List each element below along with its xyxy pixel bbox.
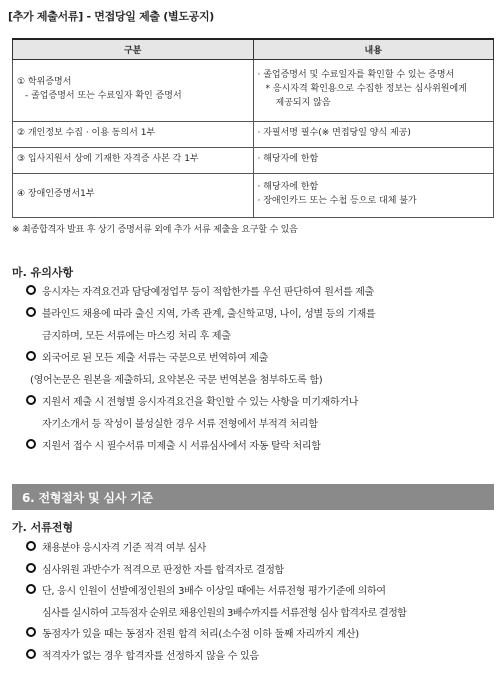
circle-bullet-icon [26, 627, 36, 637]
list-item: 단, 응시 인원이 선발예정인원의 3배수 이상일 때에는 서류전형 평가기준에 의하여 [26, 581, 496, 603]
row-label: ② 개인정보 수집 · 이용 동의서 1부 [17, 128, 156, 139]
list-item: 심사위원 과반수가 적격으로 판정한 자를 합격자로 결정함 [26, 560, 496, 582]
row-detail: 제공되지 않음 [275, 97, 331, 108]
circle-bullet-icon [26, 541, 36, 551]
list-item: 외국어로 된 모든 제출 서류는 국문으로 번역하여 제출 [26, 348, 496, 370]
table-cell-category [13, 173, 254, 217]
list-item: 지원서 접수 시 필수서류 미제출 시 서류심사에서 자동 탈락 처리함 [26, 436, 496, 458]
list-item: 채용분야 응시자격 기준 적격 여부 심사 [26, 538, 496, 560]
table-cell-content [253, 59, 494, 121]
table-row [13, 121, 494, 147]
table-row [13, 59, 494, 121]
table-row [13, 173, 494, 217]
circle-bullet-icon [26, 584, 36, 594]
list-item-continuation: 심사를 실시하여 고득점자 순위로 채용인원의 3배수까지를 서류전형 심사 합격자로 결정함 [42, 607, 407, 619]
section-banner [12, 484, 494, 510]
list-item-parenthetical: (영어논문은 원본을 제출하되, 요약본은 국문 번역본을 첨부하도록 함) [30, 375, 323, 386]
circle-bullet-icon [26, 395, 36, 405]
circle-bullet-icon [26, 563, 36, 573]
additional-docs-table [12, 38, 494, 218]
row-detail: · 해당자에 한함 [257, 182, 319, 193]
list-item-continuation: 금지하며, 모든 서류에는 마스킹 처리 후 제출 [42, 331, 231, 342]
notes-title: 마. 유의사항 [12, 266, 74, 279]
row-detail: · 해당자에 한함 [257, 154, 319, 165]
row-label: ④ 장애인증명서1부 [17, 189, 95, 200]
notes-list [26, 282, 496, 458]
list-item: 동점자가 있을 때는 동점자 전원 합격 처리(소수점 이하 둘째 자리까지 계산) [26, 624, 496, 646]
circle-bullet-icon [26, 307, 36, 317]
table-cell-content [253, 147, 494, 173]
circle-bullet-icon [26, 285, 36, 295]
row-detail: · 졸업증명서 및 수료일자를 확인할 수 있는 증명서 [257, 70, 455, 81]
row-detail: * 응시자격 확인용으로 수집한 정보는 심사위원에게 [265, 84, 467, 95]
list-item: 응시자는 자격요건과 담당예정업무 등이 적합한가를 우선 판단하여 원서를 제출 [26, 282, 496, 304]
row-label: ③ 입사지원서 상에 기재한 자격증 사본 각 1부 [17, 154, 199, 165]
table-cell-content [253, 121, 494, 147]
table-cell-category [13, 121, 254, 147]
row-label: ① 학위증명서 [17, 77, 72, 88]
column-header-content: 내용 [253, 39, 494, 59]
circle-bullet-icon [26, 649, 36, 659]
table-cell-category [13, 147, 254, 173]
column-header-category: 구분 [13, 39, 254, 59]
subsection-title: 가. 서류전형 [12, 521, 74, 534]
section-banner-text: 6. 전형절차 및 심사 기준 [22, 491, 153, 505]
list-item: 적격자가 없는 경우 합격자를 선정하지 않을 수 있음 [26, 646, 496, 668]
table-row [13, 147, 494, 173]
list-item: 블라인드 채용에 따라 출신 지역, 가족 관계, 출신학교명, 나이, 성별 등의 기재를 [26, 304, 496, 326]
list-item: 지원서 제출 시 전형별 응시자격요건을 확인할 수 있는 사항을 미기재하거나 [26, 392, 496, 414]
table-cell-content [253, 173, 494, 217]
footnote: ※ 최종합격자 발표 후 상기 증명서류 외에 추가 서류 제출을 요구할 수 있음 [12, 225, 298, 235]
table-header-row [13, 39, 494, 59]
screening-list [26, 538, 496, 667]
list-item-continuation: 자기소개서 등 작성이 불성실한 경우 서류 전형에서 부적격 처리함 [42, 419, 318, 430]
table-cell-category [13, 59, 254, 121]
circle-bullet-icon [26, 439, 36, 449]
additional-docs-title: [추가 제출서류] - 면접당일 제출 (별도공지) [8, 10, 215, 23]
row-detail: · 장애인카드 또는 수첩 등으로 대체 불가 [257, 196, 417, 206]
circle-bullet-icon [26, 351, 36, 361]
row-sublabel: - 졸업증명서 또는 수료일자 확인 증명서 [25, 91, 182, 101]
row-detail: · 자필서명 필수(※ 면접당일 양식 제공) [257, 128, 411, 139]
